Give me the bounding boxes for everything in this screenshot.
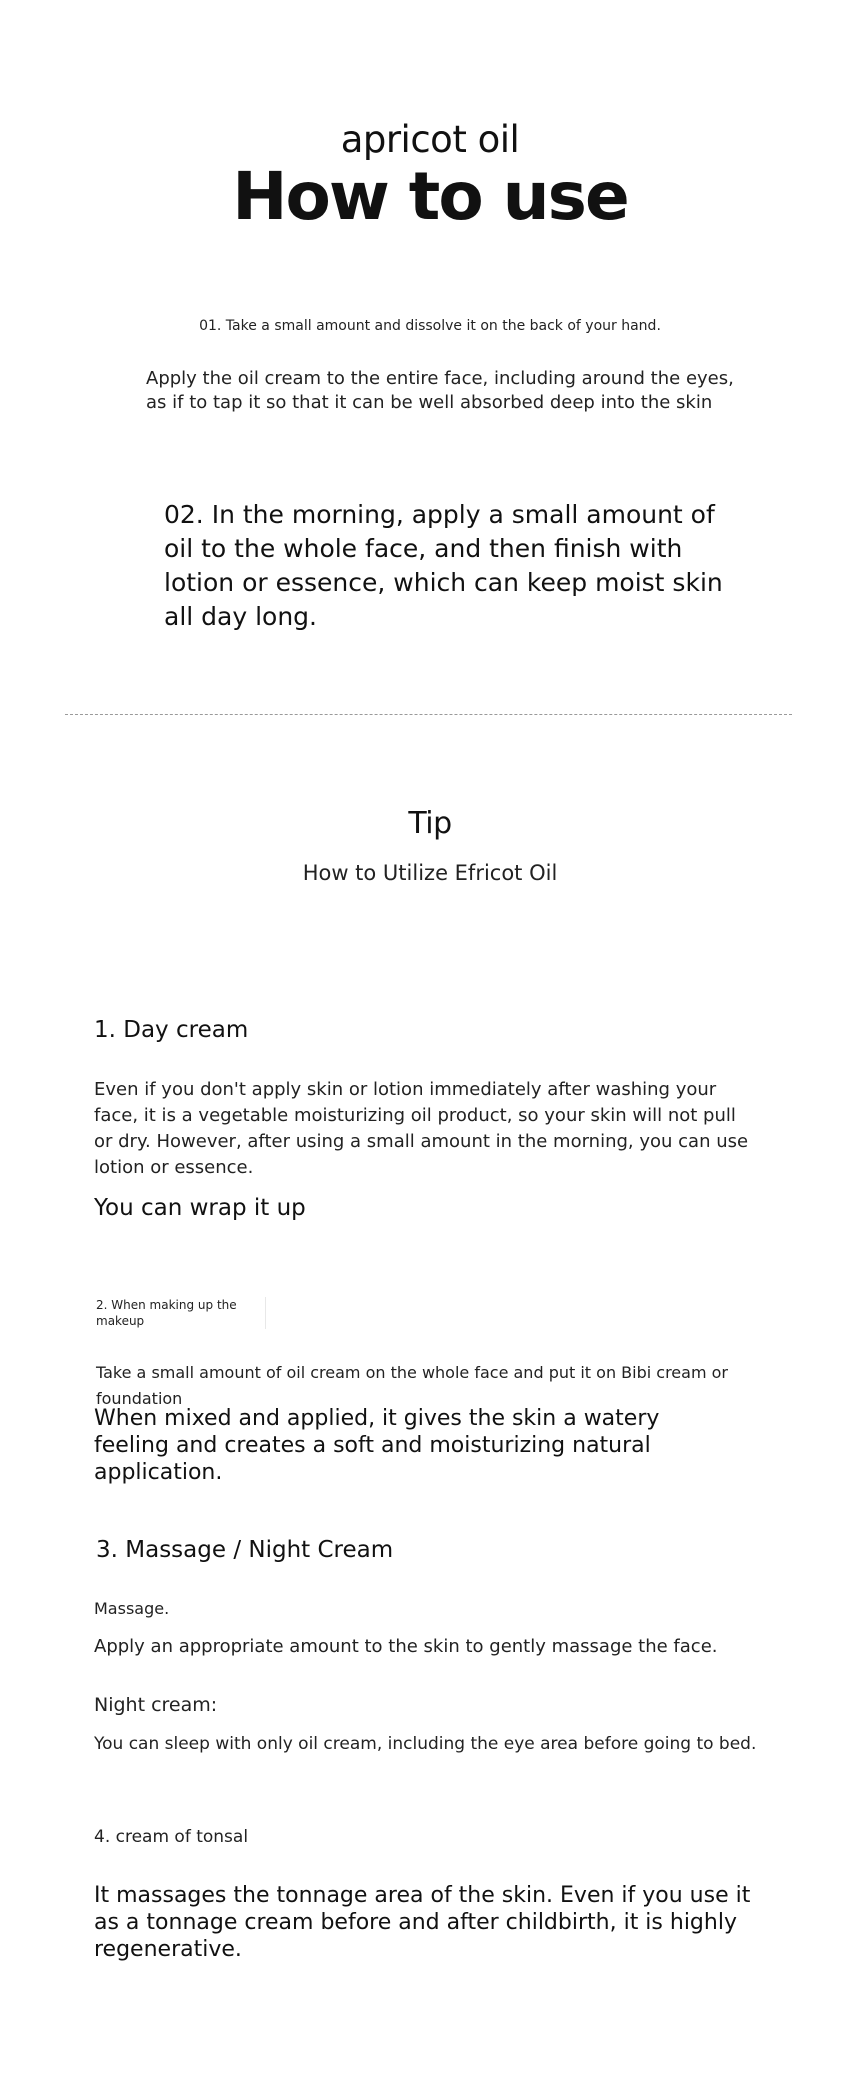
day-cream-heading: 1. Day cream bbox=[94, 1017, 249, 1043]
step-1-description: Apply the oil cream to the entire face, including around the eyes, as if to tap it so that it can be well absorbed deep into the skin bbox=[146, 368, 734, 413]
night-cream-label: Night cream: bbox=[94, 1694, 218, 1716]
step-1-note: 01. Take a small amount and dissolve it on the back of your hand. bbox=[199, 318, 661, 334]
dashed-divider bbox=[65, 714, 792, 715]
step-2-description: 02. In the morning, apply a small amount of oil to the whole face, and then finish with lotion or essence, which can keep moist skin all day long. bbox=[164, 500, 723, 631]
tip-subtitle: How to Utilize Efricot Oil bbox=[302, 861, 558, 885]
tonsal-body: It massages the tonnage area of the skin. Even if you use it as a tonnage cream before and after childbirth, it is highly regenerative. bbox=[94, 1883, 751, 1962]
tonsal-heading: 4. cream of tonsal bbox=[94, 1827, 249, 1847]
page-title: How to use bbox=[232, 158, 628, 235]
tip-title: Tip bbox=[408, 806, 452, 841]
massage-heading: 3. Massage / Night Cream bbox=[96, 1537, 394, 1563]
massage-label: Massage. bbox=[94, 1599, 170, 1618]
label-separator bbox=[265, 1297, 266, 1329]
day-cream-body: Even if you don't apply skin or lotion immediately after washing your face, it is a vegetable moisturizing oil product, so your skin will not pull or dry. However, after using a small amount in the morning, you can use lotion or essence. bbox=[94, 1079, 749, 1178]
night-cream-text: You can sleep with only oil cream, including the eye area before going to bed. bbox=[94, 1734, 757, 1754]
day-cream-wrap-note: You can wrap it up bbox=[94, 1195, 306, 1221]
massage-text: Apply an appropriate amount to the skin to gently massage the face. bbox=[94, 1636, 718, 1657]
makeup-result: When mixed and applied, it gives the skin a watery feeling and creates a soft and moisturizing natural application. bbox=[94, 1406, 660, 1485]
makeup-instruction: Take a small amount of oil cream on the whole face and put it on Bibi cream or foundation bbox=[96, 1363, 728, 1408]
product-subtitle: apricot oil bbox=[340, 118, 520, 161]
makeup-label: 2. When making up the makeup bbox=[96, 1298, 237, 1328]
